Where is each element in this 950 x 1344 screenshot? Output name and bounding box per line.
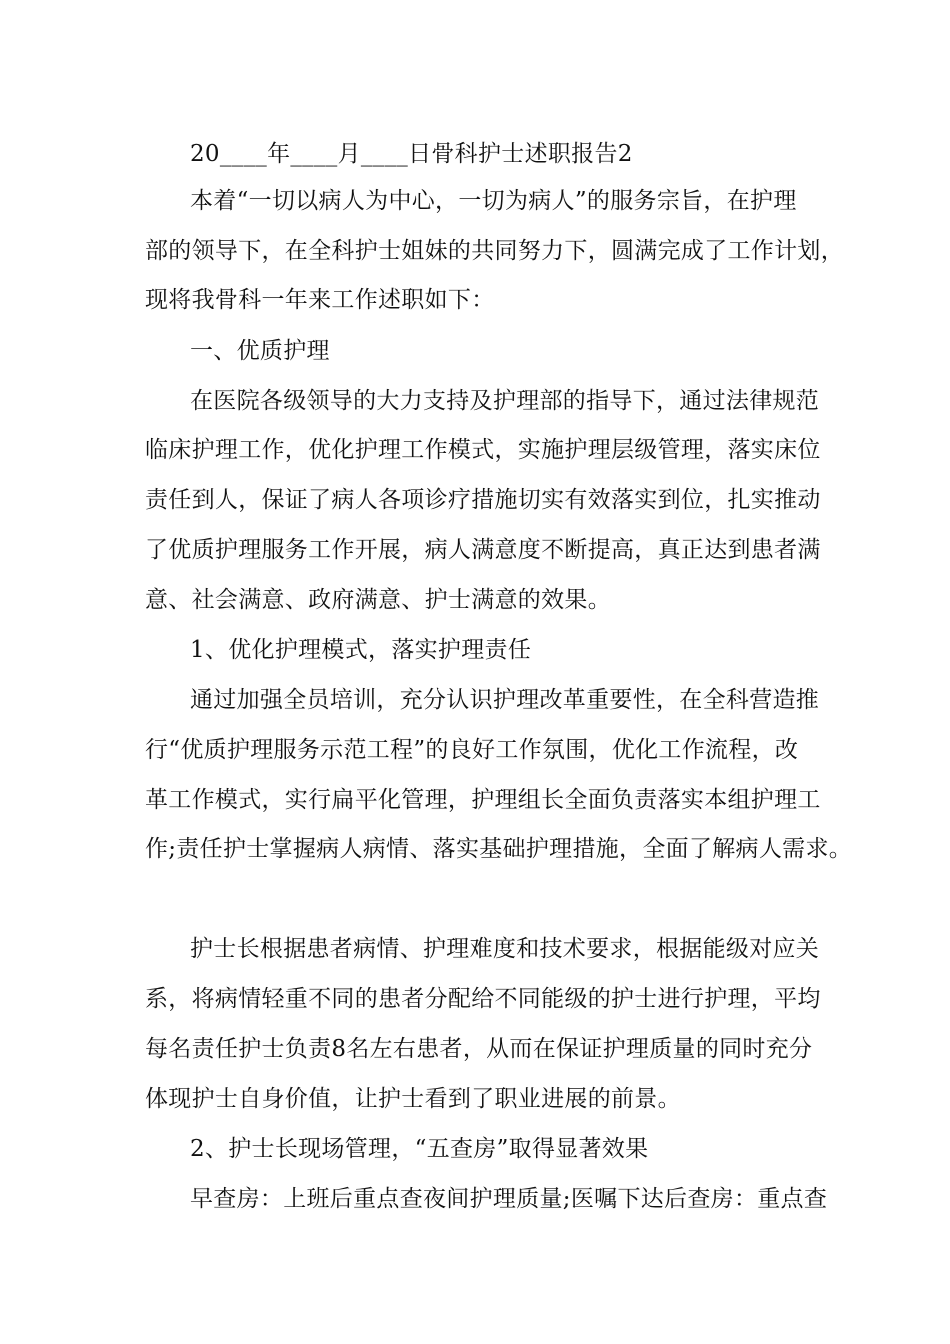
paragraph-line: 每名责任护士负责8名左右患者，从而在保证护理质量的同时充分 [145, 1036, 813, 1062]
subsection-heading: 1、优化护理模式，落实护理责任 [190, 637, 532, 663]
paragraph-line: 意、社会满意、政府满意、护士满意的效果。 [145, 587, 611, 613]
paragraph-line: 现将我骨科一年来工作述职如下： [145, 287, 495, 313]
paragraph-line: 临床护理工作，优化护理工作模式，实施护理层级管理，落实床位 [145, 437, 821, 463]
paragraph-line: 作;责任护士掌握病人病情、落实基础护理措施，全面了解病人需求。 [145, 836, 853, 862]
section-heading: 一、优质护理 [190, 338, 330, 364]
paragraph-line: 系，将病情轻重不同的患者分配给不同能级的护士进行护理，平均 [145, 986, 821, 1012]
paragraph-line: 体现护士自身价值，让护士看到了职业进展的前景。 [145, 1086, 681, 1112]
paragraph-line: 早查房：上班后重点查夜间护理质量;医嘱下达后查房：重点查 [190, 1186, 828, 1212]
paragraph-line: 了优质护理服务工作开展，病人满意度不断提高，真正达到患者满 [145, 537, 821, 563]
paragraph-line: 在医院各级领导的大力支持及护理部的指导下，通过法律规范 [190, 388, 820, 414]
paragraph-line: 本着“一切以病人为中心，一切为病人”的服务宗旨，在护理 [190, 188, 797, 214]
paragraph-line: 责任到人，保证了病人各项诊疗措施切实有效落实到位，扎实推动 [145, 487, 821, 513]
paragraph-line: 护士长根据患者病情、护理难度和技术要求，根据能级对应关 [190, 936, 820, 962]
paragraph-line: 革工作模式，实行扁平化管理，护理组长全面负责落实本组护理工 [145, 787, 821, 813]
subsection-heading: 2、护士长现场管理，“五查房”取得显著效果 [190, 1136, 649, 1162]
report-title: 20____年____月____日骨科护士述职报告2 [190, 141, 633, 167]
paragraph-line: 行“优质护理服务示范工程”的良好工作氛围，优化工作流程，改 [145, 737, 799, 763]
paragraph-line: 部的领导下，在全科护士姐妹的共同努力下，圆满完成了工作计划， [145, 238, 844, 264]
paragraph-line: 通过加强全员培训，充分认识护理改革重要性，在全科营造推 [190, 687, 820, 713]
